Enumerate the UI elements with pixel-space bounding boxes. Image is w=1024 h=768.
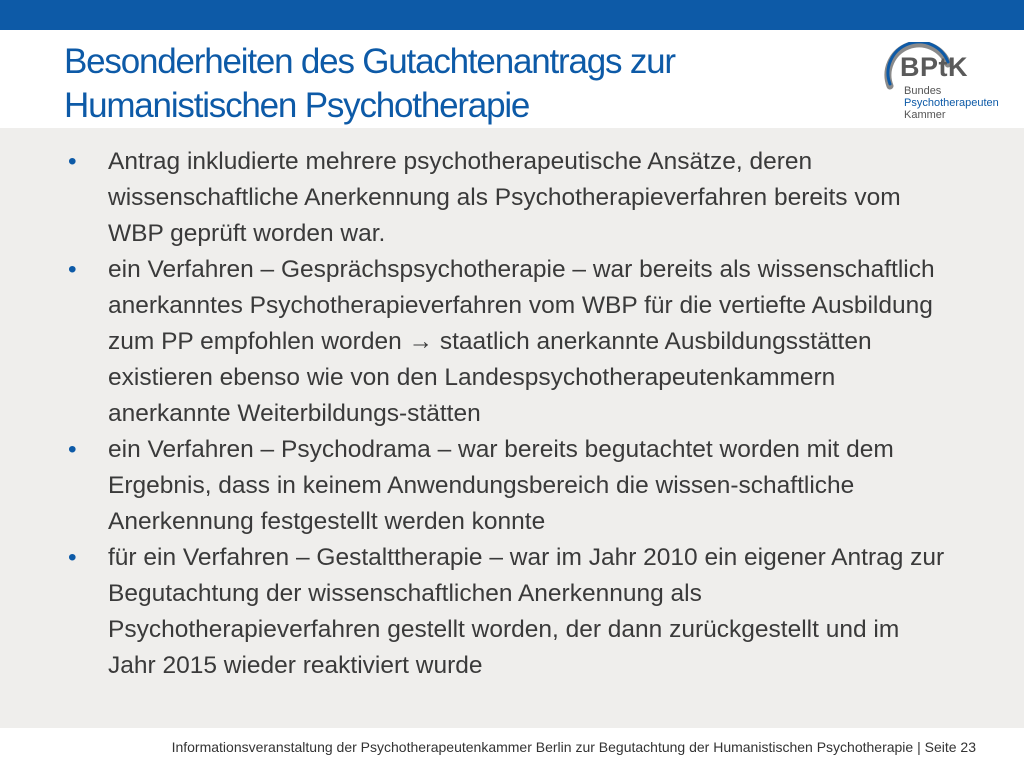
bptk-logo [878, 42, 1008, 122]
bullet-icon: • [68, 148, 77, 175]
bullet-text: ein Verfahren – Psychodrama – war bereits begutachtet worden mit dem Ergebnis, dass in keinem Anwendungsbereich die wissen-schaftliche Anerkennung festgestellt werden konnte [108, 436, 894, 535]
logo-line-1: Bundes [904, 85, 942, 97]
bullet-icon: • [68, 544, 77, 571]
logo-text [904, 85, 999, 121]
slide-content-area [0, 128, 1024, 728]
bullet-text: für ein Verfahren – Gestalttherapie – war im Jahr 2010 ein eigener Antrag zur Begutachtung der wissenschaftlichen Anerkennung als Psychotherapieverfahren gestellt worden, der dann zurückgestellt und im Jahr 2015 wieder reaktiviert wurde [108, 544, 945, 679]
bullet-item [68, 432, 948, 540]
slide-title-line-1: Besonderheiten des Gutachtenantrags zur [64, 42, 675, 81]
bullet-item [68, 144, 948, 252]
logo-line-3: Kammer [904, 109, 946, 121]
bullet-item [68, 252, 948, 432]
slide-title [64, 40, 784, 128]
slide-footer: Informationsveranstaltung der Psychotherapeutenkammer Berlin zur Begutachtung der Humanistischen Psychotherapie | Seite 23 [171, 739, 976, 755]
logo-mark: BPtK [900, 52, 968, 82]
bullet-text: ein Verfahren – Gesprächspsychotherapie – war bereits als wissenschaftlich anerkanntes Psychotherapieverfahren vom WBP für die vertiefte Ausbildung zum PP empfohlen worden → staatlich anerkannte Ausbildungsstätten existieren ebenso wie von den Landespsychotherapeutenkammern anerkannte Weiterbildungs-stätten [108, 256, 935, 427]
slide-title-line-2: Humanistischen Psychotherapie [64, 86, 530, 125]
top-accent-bar [0, 0, 1024, 30]
bullet-text: Antrag inkludierte mehrere psychotherapeutische Ansätze, deren wissenschaftliche Anerkennung als Psychotherapieverfahren bereits vom WBP geprüft worden war. [108, 148, 901, 247]
bullet-icon: • [68, 436, 77, 463]
bullet-list [68, 144, 948, 684]
bullet-icon: • [68, 256, 77, 283]
bullet-item [68, 540, 948, 684]
logo-line-2: Psychotherapeuten [904, 97, 999, 109]
